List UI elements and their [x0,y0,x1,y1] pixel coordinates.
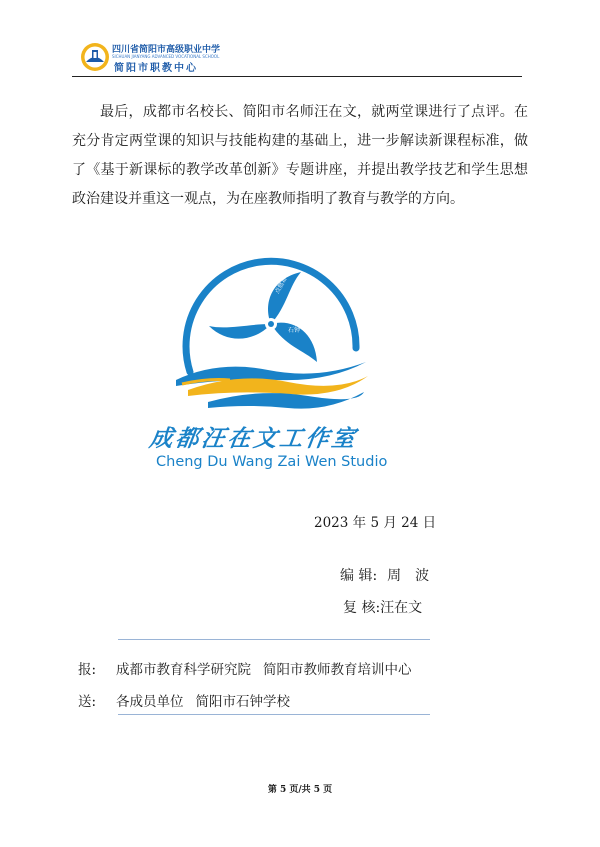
school-name-en: SICHUAN JIANYANG ADVANCED VOCATIONAL SCHOOL [112,54,220,59]
page-number: 第 5 页/共 5 页 [267,785,333,795]
blade-text-2: 石钟 [288,327,301,334]
studio-name-cn: 成都汪在文工作室 [147,425,360,452]
header-divider [72,76,522,77]
school-emblem-icon [80,42,110,72]
report-item: 简阳市教师教育培训中心 [263,662,412,678]
letterhead [72,38,522,78]
report-label: 报: [78,662,97,678]
school-name: 四川省简阳市高级职业中学 [112,45,221,55]
send-row [78,690,302,710]
report-row [78,658,424,678]
distribution-bottom-divider [118,714,430,715]
issue-date: 2023 年 5 月 24 日 [314,515,437,531]
studio-logo-icon [168,252,378,422]
report-item: 成都市教育科学研究院 [116,662,251,678]
editor-line [340,565,429,585]
blade-text-3: 筑梦未来 [239,340,262,356]
send-label: 送: [78,694,97,710]
reviewer-name: 汪在文 [380,600,423,616]
editor-label: 编 辑: [340,568,378,584]
send-item: 各成员单位 [116,694,184,710]
reviewer-label: 复 核: [343,600,381,616]
school-center-name: 简阳市职教中心 [114,63,198,74]
blade-text-1: 点燃希 [273,275,289,295]
body-paragraph: 最后，成都市名校长、简阳市名师汪在文，就两堂课进行了点评。在充分肯定两堂课的知识与技能构建的基础上，进一步解读新课程标准，做了《基于新课标的教学改革创新》专题讲座，并提出教学技艺和学生思想政治建设并重这一观点，为在座教师指明了教育与教学的方向。 [72,104,528,207]
studio-name-en: Cheng Du Wang Zai Wen Studio [156,454,388,470]
reviewer-line [343,597,422,617]
send-item: 简阳市石钟学校 [195,694,290,710]
distribution-top-divider [118,639,430,640]
editor-name: 周 波 [387,568,430,584]
